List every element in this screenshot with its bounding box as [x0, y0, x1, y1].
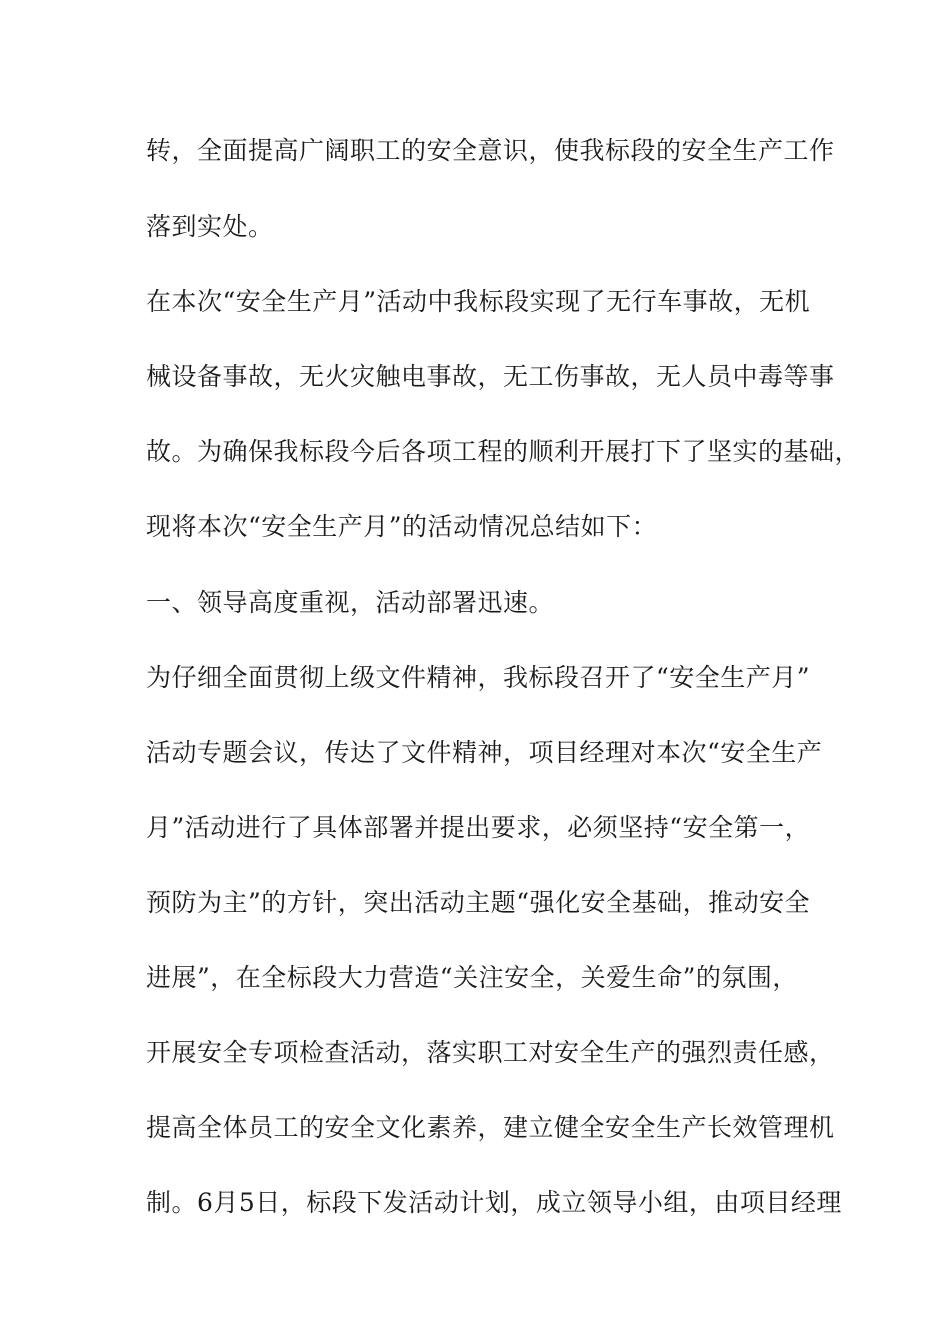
text-line: 故。为确保我标段今后各项工程的顺利开展打下了坚实的基础， [146, 437, 861, 466]
text-line: 预防为主”的方针，突出活动主题“强化安全基础，推动安全 [146, 888, 811, 917]
text-line: 现将本次“安全生产月”的活动情况总结如下： [146, 512, 658, 541]
text-line: 制。6月5日，标段下发活动计划，成立领导小组，由项目经理 [146, 1188, 842, 1217]
text-line: 开展安全专项检查活动，落实职工对安全生产的强烈责任感， [146, 1038, 835, 1067]
text-line: 活动专题会议，传达了文件精神，项目经理对本次“安全生产 [146, 738, 823, 767]
text-line: 转，全面提高广阔职工的安全意识，使我标段的安全生产工作 [146, 136, 835, 165]
text-line: 月”活动进行了具体部署并提出要求，必须坚持“安全第一， [146, 813, 811, 842]
text-line: 械设备事故，无火灾触电事故，无工伤事故，无人员中毒等事 [146, 362, 835, 391]
text-line: 提高全体员工的安全文化素养，建立健全安全生产长效管理机 [146, 1113, 835, 1142]
text-line: 落到实处。 [146, 212, 274, 241]
text-line: 为仔细全面贯彻上级文件精神，我标段召开了“安全生产月” [146, 663, 811, 692]
text-line: 进展”，在全标段大力营造“关注安全，关爱生命”的氛围， [146, 963, 798, 992]
text-line: 在本次“安全生产月”活动中我标段实现了无行车事故，无机 [146, 287, 811, 316]
section-heading: 一、领导高度重视，活动部署迅速。 [146, 588, 555, 617]
